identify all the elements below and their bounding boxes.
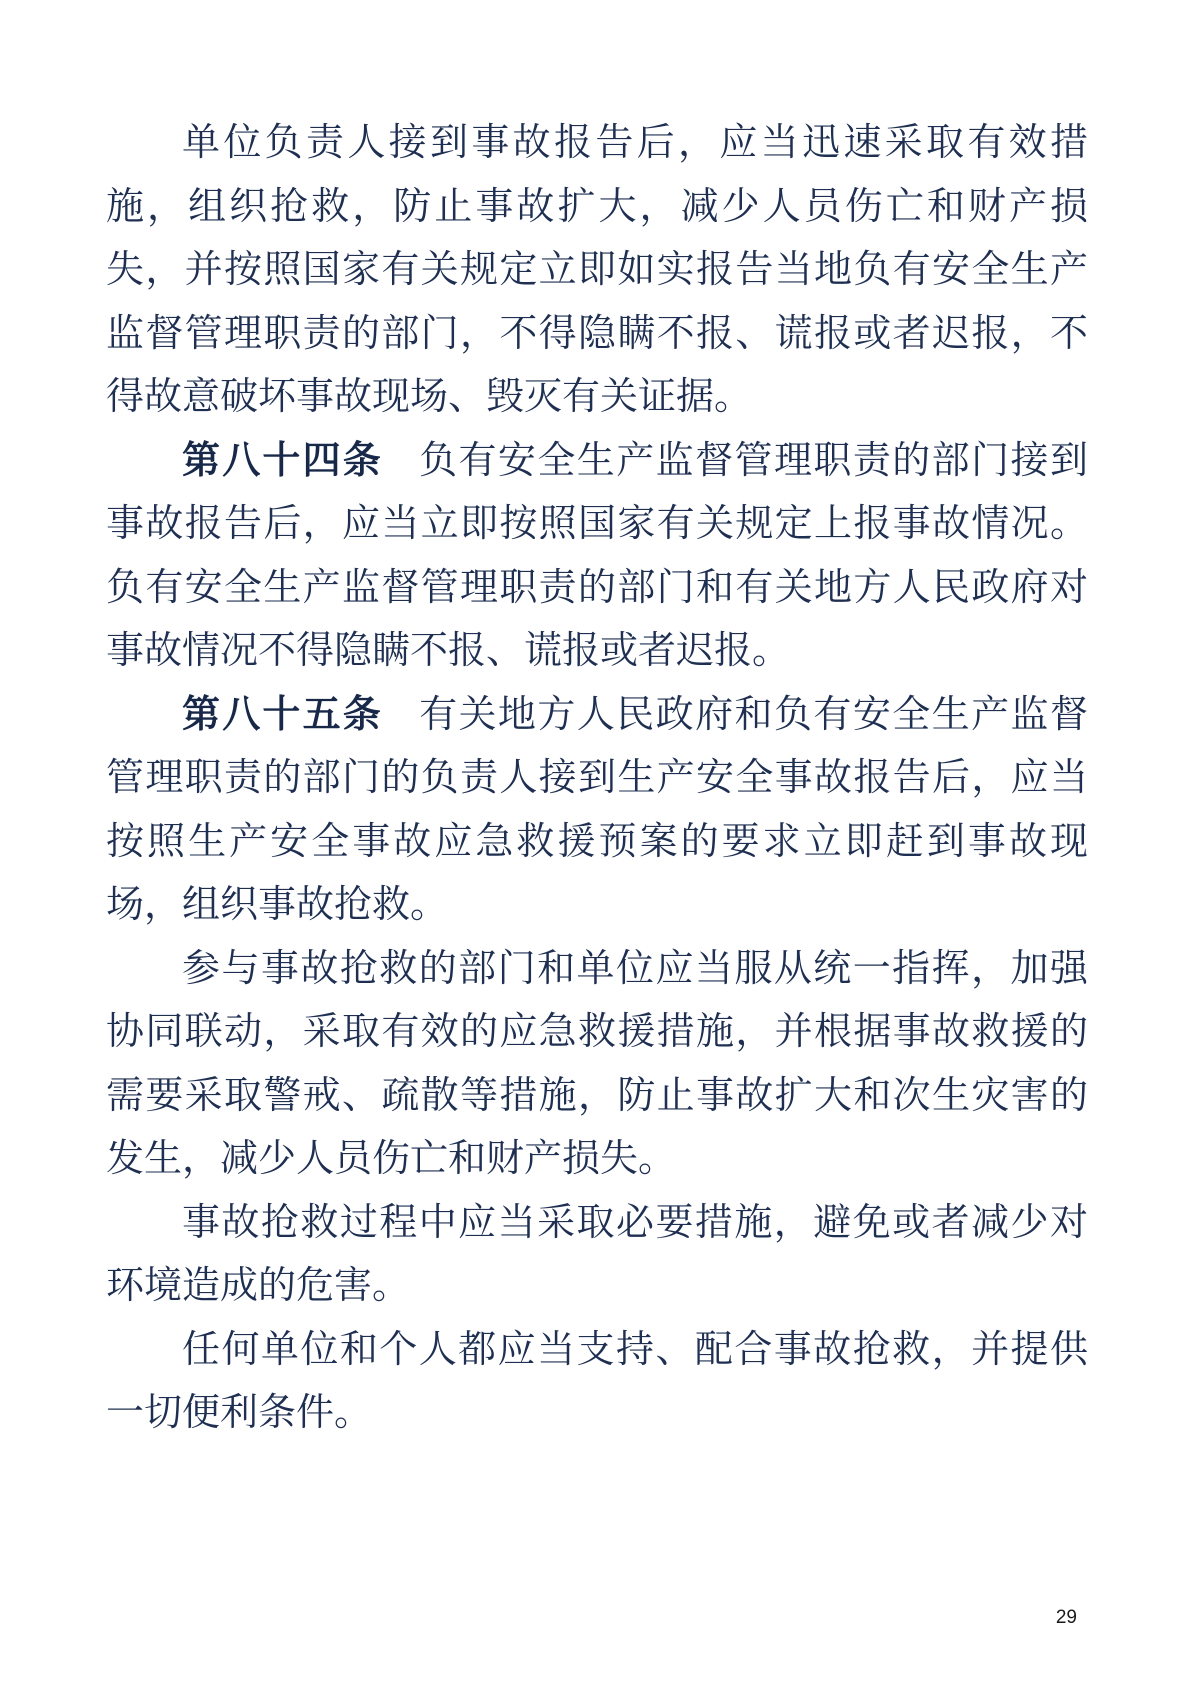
paragraph (106, 1319, 1088, 1446)
paragraph (106, 684, 1088, 938)
paragraph-text: 负有安全生产监督管理职责的部门接到事故报告后，应当立即按照国家有关规定上报事故情况。负有安全生产监督管理职责的部门和有关地方人民政府对事故情况不得隐瞒不报、谎报或者迟报。 (106, 439, 1088, 672)
article-number: 第八十四条 (182, 439, 383, 482)
page-number: 29 (1055, 1607, 1077, 1628)
legal-text-block (106, 112, 1088, 1446)
paragraph (106, 112, 1088, 430)
paragraph-text: 单位负责人接到事故报告后，应当迅速采取有效措施，组织抢救，防止事故扩大，减少人员伤亡和财产损失，并按照国家有关规定立即如实报告当地负有安全生产监督管理职责的部门，不得隐瞒不报、谎报或者迟报，不得故意破坏事故现场、毁灭有关证据。 (106, 122, 1088, 418)
article-number: 第八十五条 (182, 693, 383, 736)
paragraph (106, 938, 1088, 1192)
paragraph-text: 有关地方人民政府和负有安全生产监督管理职责的部门的负责人接到生产安全事故报告后，应当按照生产安全事故应急救援预案的要求立即赶到事故现场，组织事故抢救。 (106, 693, 1088, 926)
paragraph (106, 1192, 1088, 1319)
paragraph (106, 430, 1088, 684)
paragraph-text: 任何单位和个人都应当支持、配合事故抢救，并提供一切便利条件。 (106, 1328, 1088, 1434)
paragraph-text: 参与事故抢救的部门和单位应当服从统一指挥，加强协同联动，采取有效的应急救援措施，并根据事故救援的需要采取警戒、疏散等措施，防止事故扩大和次生灾害的发生，减少人员伤亡和财产损失。 (106, 947, 1088, 1180)
paragraph-text: 事故抢救过程中应当采取必要措施，避免或者减少对环境造成的危害。 (106, 1201, 1088, 1307)
